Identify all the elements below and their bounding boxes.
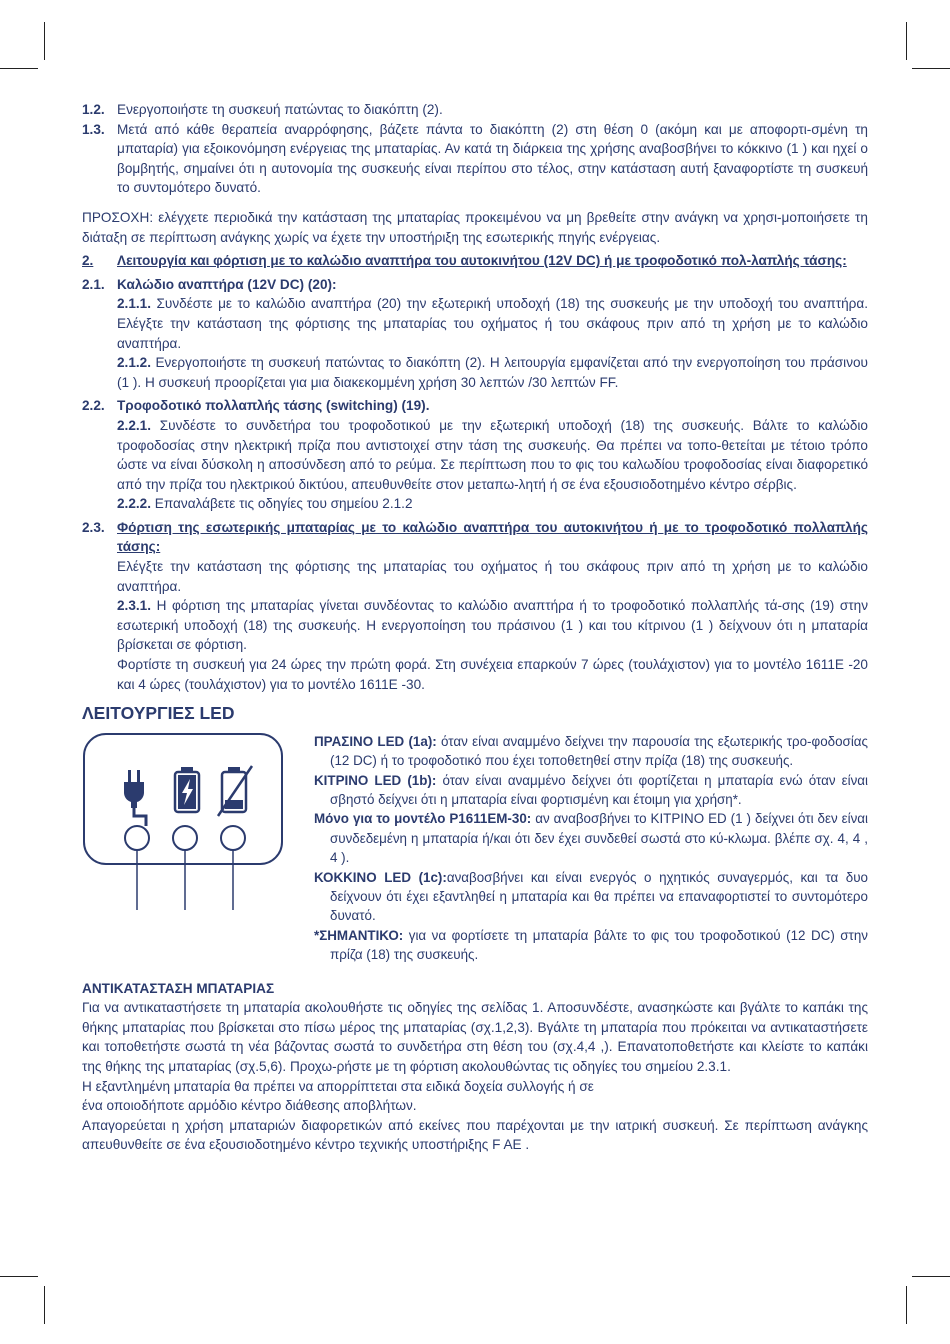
led-item — [314, 771, 868, 810]
paragraph-text: Συνδέστε το συνδετήρα του τροφοδοτικού με την εξωτερική υποδοχή (18) της συσκευής. Βάλτε το καλώδιο τροφοδοσίας στην ηλεκτρική πρίζα που αντιστοιχεί στην τάση της συσκευής. Θα πρέπει να τοπο-θετείται με τέτοιο τρόπο ώστε να είναι δύσκολη η αποσύνδεση από το ρεύμα. Σε περίπτωση που το φις του καλωδίου τροφοδοσίας είναι διαφορετικό από την πρίζα του ηλεκτρικού δικτύου, απευθυνθείτε στον μεταπω-λητή ή σε ένα εξουσιοδοτημένο κέντρο σέρβις. — [117, 417, 868, 492]
paragraph-label: 2.1.2. — [117, 355, 152, 371]
item-number: 1.2. — [82, 102, 105, 117]
crop-mark — [906, 1286, 907, 1324]
paragraph-text: Επαναλάβετε τις οδηγίες του σημείου 2.1.2 — [151, 496, 413, 512]
battery-heading: ΑΝΤΙΚΑΤΑΣΤΑΣΗ ΜΠΑΤΑΡΙΑΣ — [82, 980, 275, 996]
section-heading — [82, 251, 868, 271]
paragraph — [117, 596, 868, 655]
item-number: 1.3. — [82, 121, 105, 137]
led-label: Μόνο για το μοντέλο P1611EM-30: — [314, 811, 532, 827]
paragraph-text: Η φόρτιση της μπαταρίας γίνεται συνδέοντας το καλώδιο αναπτήρα ή το τροφοδοτικό πολλαπλής τά-σης (19) στην εσωτερική υποδοχή (18) της συσκευής. Η ενεργοποίηση του πράσινου (1 ) και του κίτρινου (1 ) δείχνουν ότι η μπαταρία βρίσκεται σε φόρτιση. — [117, 598, 868, 653]
green-led-indicator — [125, 826, 149, 850]
led-text: αν αναβοσβήνει το ΚΙΤΡΙΝΟ ED (1 ) δείχνει ότι δεν είναι συνδεδεμένη η μπαταρία ή/και ότι δεν έχει συνδεθεί σωστά στο κύ-κλωμα. βλέπε σχ. 4, 4 , 4 ). — [330, 811, 868, 866]
paragraph — [117, 353, 868, 392]
led-text: όταν είναι αναμμένο δείχνει την παρουσία της εξωτερικής τρο-φοδοσίας (12 DC) ή το τροφοδοτικό που έχει τοποθετηθεί στην πρίζα (18) της συσκευής. — [330, 733, 868, 769]
crop-mark — [0, 68, 38, 69]
paragraph-text: Απαγορεύεται η χρήση μπαταριών διαφορετικών από εκείνες που παρέχονται με την ιατρική συσκευή. Σε περίπτωση ανάγκης απευθυνθείτε σε ένα εξουσιοδοτημένο κέντρο τεχνικής υποστήριξης F AE . — [82, 1117, 868, 1153]
led-label: *ΣΗΜΑΝΤΙΚΟ: — [314, 927, 404, 943]
crop-mark — [44, 1286, 45, 1324]
paragraph-label: 2.2.2. — [117, 496, 152, 512]
led-item — [314, 868, 868, 926]
subsection-number: 2.1. — [82, 276, 105, 292]
subsection — [82, 396, 868, 514]
paragraph-text: Η εξαντλημένη μπαταρία θα πρέπει να απορρίπτεται στα ειδικά δοχεία συλλογής ή σε — [82, 1078, 594, 1094]
led-panel-figure — [82, 732, 314, 922]
led-heading: ΛΕΙΤΟΥΡΓΙΕΣ LED — [82, 703, 235, 724]
paragraph — [117, 494, 868, 514]
led-text: όταν είναι αναμμένο δείχνει ότι φορτίζεται η μπαταρία ενώ όταν είναι σβηστό δείχνει ότι η μπαταρία είναι φορτισμένη και έτοιμη για χρήση*. — [330, 772, 868, 808]
crop-mark — [912, 68, 950, 69]
crop-mark — [912, 1276, 950, 1277]
section-title: Λειτουργία και φόρτιση με το καλώδιο αναπτήρα του αυτοκινήτου (12V DC) ή με τροφοδοτικό πολ-λαπλής τάσης: — [117, 253, 847, 269]
battery-charging-icon — [175, 767, 199, 812]
yellow-led-indicator — [173, 826, 197, 850]
paragraph-label: 2.1.1. — [117, 296, 152, 312]
led-text: αναβοσβήνει και είναι ενεργός ο ηχητικός συναγερμός, και τα δυο δείχνουν ότι έχει εξαντληθεί η μπαταρία και θα πρέπει να επαναφορτιστεί το συντομότερο δυνατό. — [330, 869, 868, 924]
led-descriptions — [314, 732, 868, 965]
section-number: 2. — [82, 253, 94, 269]
caution-note: ΠΡΟΣΟΧΗ: ελέγχετε περιοδικά την κατάσταση της μπαταρίας προκειμένου να μη βρεθείτε στην ανάγκη να χρησι-μοποιήσετε τη διάταξη σε περίπτωση ανάγκης χωρίς να έχετε την υποστήριξη της εσωτερικής πηγής ενέργειας. — [82, 209, 868, 245]
led-item — [314, 732, 868, 771]
led-item — [314, 809, 868, 867]
list-item — [82, 120, 868, 198]
item-text: Μετά από κάθε θεραπεία αναρρόφησης, βάζετε πάντα το διακόπτη (2) στη θέση 0 (ακόμη και με αποφορτι-σμένη τη μπαταρία) για εξοικονόμηση ενέργειας της μπαταρίας. Αν κατά τη διάρκεια της χρήσης αναβοσβήνει το κόκκινο (1 ) και ηχεί ο βομβητής, σημαίνει ότι η αυτονομία της συσκευής είναι περίπου στο τέλος, στην κατάσταση αυτή ξαναφορτίστε τη συσκευή το συντομότερο δυνατό. — [117, 121, 868, 196]
paragraph-label: 2.3.1. — [117, 598, 152, 614]
document-page — [82, 100, 868, 1155]
subsection-number: 2.3. — [82, 519, 105, 535]
paragraph-text: Ελέγξτε την κατάσταση της φόρτισης της μπαταρίας του οχήματος ή του σκάφους πριν από τη χρήση με το καλώδιο αναπτήρα. — [117, 559, 868, 594]
led-label: ΠΡΑΣΙΝΟ LED (1a): — [314, 733, 437, 749]
paragraph-label: 2.2.1. — [117, 417, 152, 433]
plug-icon — [124, 770, 146, 826]
list-item — [82, 100, 868, 120]
paragraph-text: Ενεργοποιήστε τη συσκευή πατώντας το διακόπτη (2). Η λειτουργία εμφανίζεται από την ενεργοποίηση του πράσινου (1 ). Η συσκευή προορίζεται για μια διακεκομμένη χρήση 30 λεπτών /30 λεπτών FF. — [117, 355, 868, 390]
paragraph-text: ένα οποιοδήποτε αρμόδιο κέντρο διάθεσης αποβλήτων. — [82, 1098, 417, 1114]
subsection-title: Τροφοδοτικό πολλαπλής τάσης (switching) (19). — [117, 398, 430, 414]
led-text: για να φορτίσετε τη μπαταρία βάλτε το φις του τροφοδοτικού (12 DC) στην πρίζα (18) της συσκευής. — [330, 927, 868, 963]
subsection — [82, 518, 868, 694]
paragraph-text: Για να αντικαταστήσετε τη μπαταρία ακολουθήστε τις οδηγίες της σελίδας 1. Αποσυνδέστε, ανασηκώστε και βγάλτε το καπάκι της θήκης μπαταρίας που βρίσκεται στο πίσω μέρος της μπαταρίας (σχ.1,2,3). Βγάλτε τη μπαταρία που πρόκειται να αντικαταστήσετε και τοποθετήστε σωστά τη νέα βάζοντας σωστά το συνδετήρα στη θέση του (σχ.4,4 ,). Επανατοποθετήστε και κλείστε το καπάκι της θήκης της μπαταρίας (σχ.5,6). Προχω-ρήστε με τη φόρτιση ακολουθώντας τις οδηγίες του σημείου 2.3.1. — [82, 1000, 868, 1075]
paragraph-text: Φορτίστε τη συσκευή για 24 ώρες την πρώτη φορά. Στη συνέχεια επαρκούν 7 ώρες (τουλάχιστον) για το μοντέλο 1611E -20 και 4 ώρες (τουλάχιστον) για το μοντέλο 1611E -30. — [117, 657, 868, 692]
crop-mark — [44, 22, 45, 60]
led-panel-diagram — [82, 732, 314, 922]
crop-mark — [906, 22, 907, 60]
crop-mark — [0, 1276, 38, 1277]
led-section — [82, 732, 868, 965]
led-item — [314, 926, 868, 965]
subsection-number: 2.2. — [82, 398, 105, 414]
subsection-title: Καλώδιο αναπτήρα (12V DC) (20): — [117, 276, 337, 292]
paragraph-text: Συνδέστε με το καλώδιο αναπτήρα (20) την εξωτερική υποδοχή (18) της συσκευής με την υποδοχή του αναπτήρα. Ελέγξτε την κατάσταση της φόρτισης της μπαταρίας του οχήματος ή του σκάφους πριν από τη χρήση με το καλώδιο αναπτήρα. — [117, 296, 868, 351]
paragraph — [117, 416, 868, 494]
subsection — [82, 275, 868, 393]
led-label: ΚΙΤΡΙΝΟ LED (1b): — [314, 772, 437, 788]
led-label: ΚΟΚΚΙΝΟ LED (1c): — [314, 869, 447, 885]
paragraph — [117, 294, 868, 353]
red-led-indicator — [221, 826, 245, 850]
battery-empty-icon — [218, 766, 252, 816]
subsection-title: Φόρτιση της εσωτερικής μπαταρίας με το καλώδιο αναπτήρα του αυτοκινήτου ή με το τροφοδοτικό πολλαπλής τάσης: — [117, 519, 868, 555]
item-text: Ενεργοποιήστε τη συσκευή πατώντας το διακόπτη (2). — [117, 102, 443, 117]
